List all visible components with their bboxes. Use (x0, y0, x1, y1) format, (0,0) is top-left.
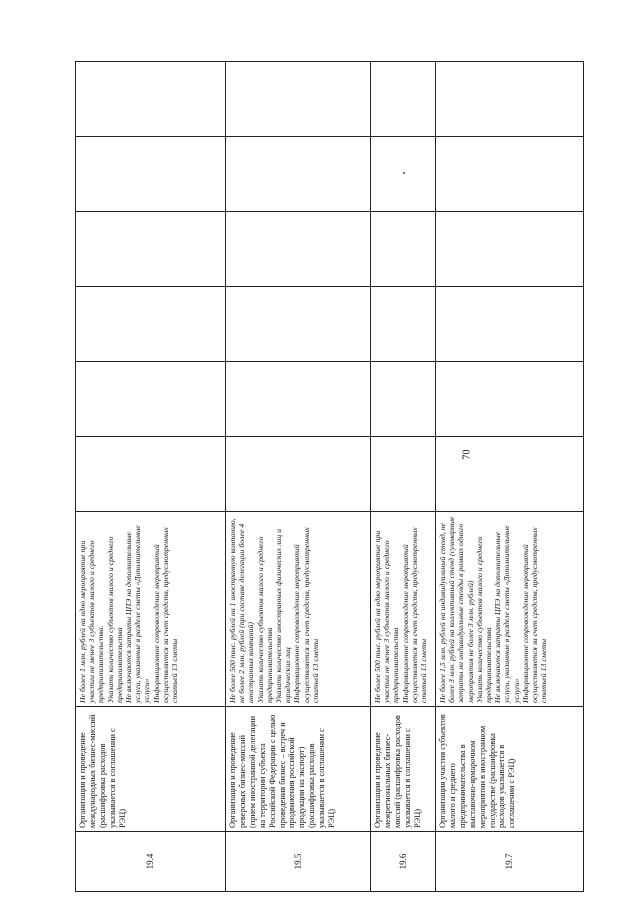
empty-cell (226, 287, 371, 362)
item-name: Организация и проведение межрегиональных бизнес-миссий (расшифровка расходов указывается в соглашении с РЭЦ) (371, 707, 436, 832)
empty-cell (436, 62, 584, 137)
item-description: Не более 500 тыс. рублей на одно мероприятие при участии не менее 3 субъектов малого и среднего предпринимательства Информационное сопровождение мероприятий осуществляется за счет средств, предусмотренных статьей 13 сметы (371, 512, 436, 707)
empty-cell (76, 212, 226, 287)
item-name: Организация участия субъектов малого и среднего предпринимательства в выставочно-ярмарочном мероприятии в иностранном государстве (расшифровка расходов указывается в соглашении с РЭЦ) (436, 707, 584, 832)
empty-cell (226, 362, 371, 437)
item-description: Не более 500 тыс. рублей на 1 иностранную компанию, не более 2 млн. рублей (при составе делегации более 4 иностранных компаний) Указать количество субъектов малого и среднего предпринимательства Указать количество иностранных физических лиц и юридических лиц Информационное сопровождение мероприятий осуществляется за счет средств, предусмотренных статьей 13 сметы (226, 512, 371, 707)
page-number: 70 (461, 449, 473, 460)
table-row (76, 62, 226, 892)
empty-cell (371, 362, 436, 437)
empty-cell (371, 437, 436, 512)
empty-cell (371, 212, 436, 287)
empty-cell (226, 62, 371, 137)
empty-cell (76, 362, 226, 437)
empty-cell (76, 287, 226, 362)
row-number: 19.6 (371, 832, 436, 892)
table-row (226, 62, 371, 892)
empty-cell (436, 212, 584, 287)
item-description: Не более 1 млн. рублей на одно мероприятие при участии не менее 3 субъектов малого и среднего предпринимательства. Указать количество субъектов малого и среднего предпринимательства Не включаются затраты ЦПЭ на дополнительные услуги, указанные в разделе сметы «Дополнительные услуги» Информационное сопровождение мероприятий осуществляется за счет средств, предусмотренных статьей 13 сметы (76, 512, 226, 707)
empty-cell (371, 287, 436, 362)
empty-cell (371, 62, 436, 137)
empty-cell (226, 437, 371, 512)
row-number: 19.5 (226, 832, 371, 892)
empty-cell (436, 287, 584, 362)
item-name: Организация и проведение международных бизнес-миссий (расшифровка расходов указывается в соглашении с РЭЦ) (76, 707, 226, 832)
rotated-table-wrapper (75, 62, 583, 892)
budget-table (75, 61, 584, 892)
empty-cell (226, 212, 371, 287)
table-row (371, 62, 436, 892)
empty-cell (76, 62, 226, 137)
item-description: Не более 1,5 млн. рублей на индивидуальный стенд, не более 3 млн. рублей на коллективный стенд (суммарные затраты на индивидуальные стенды в рамках одного мероприятия не более 3 млн. рублей) Указать количество субъектов малого и среднего предпринимательства Не включаются затраты ЦПЭ на дополнительные услуги, указанные в разделе сметы «Дополнительные услуги» Информационное сопровождение мероприятий осуществляется за счет средств, предусмотренных статьей 13 сметы (436, 512, 584, 707)
row-number: 19.7 (436, 832, 584, 892)
item-name: Организация и проведение реверсных бизнес-миссий (прием иностранной делегации на территории субъекта Российской Федерации с целью проведения бизнес – встреч и продвижения российской продукции на экспорт) (расшифровка расходов указывается в соглашении с РЭЦ) (226, 707, 371, 832)
empty-cell (436, 137, 584, 212)
empty-cell (76, 437, 226, 512)
table-row (436, 62, 584, 892)
row-number: 19.4 (76, 832, 226, 892)
empty-cell (76, 137, 226, 212)
empty-cell (226, 137, 371, 212)
empty-cell (436, 362, 584, 437)
empty-cell (371, 137, 436, 212)
empty-cell (436, 437, 584, 512)
